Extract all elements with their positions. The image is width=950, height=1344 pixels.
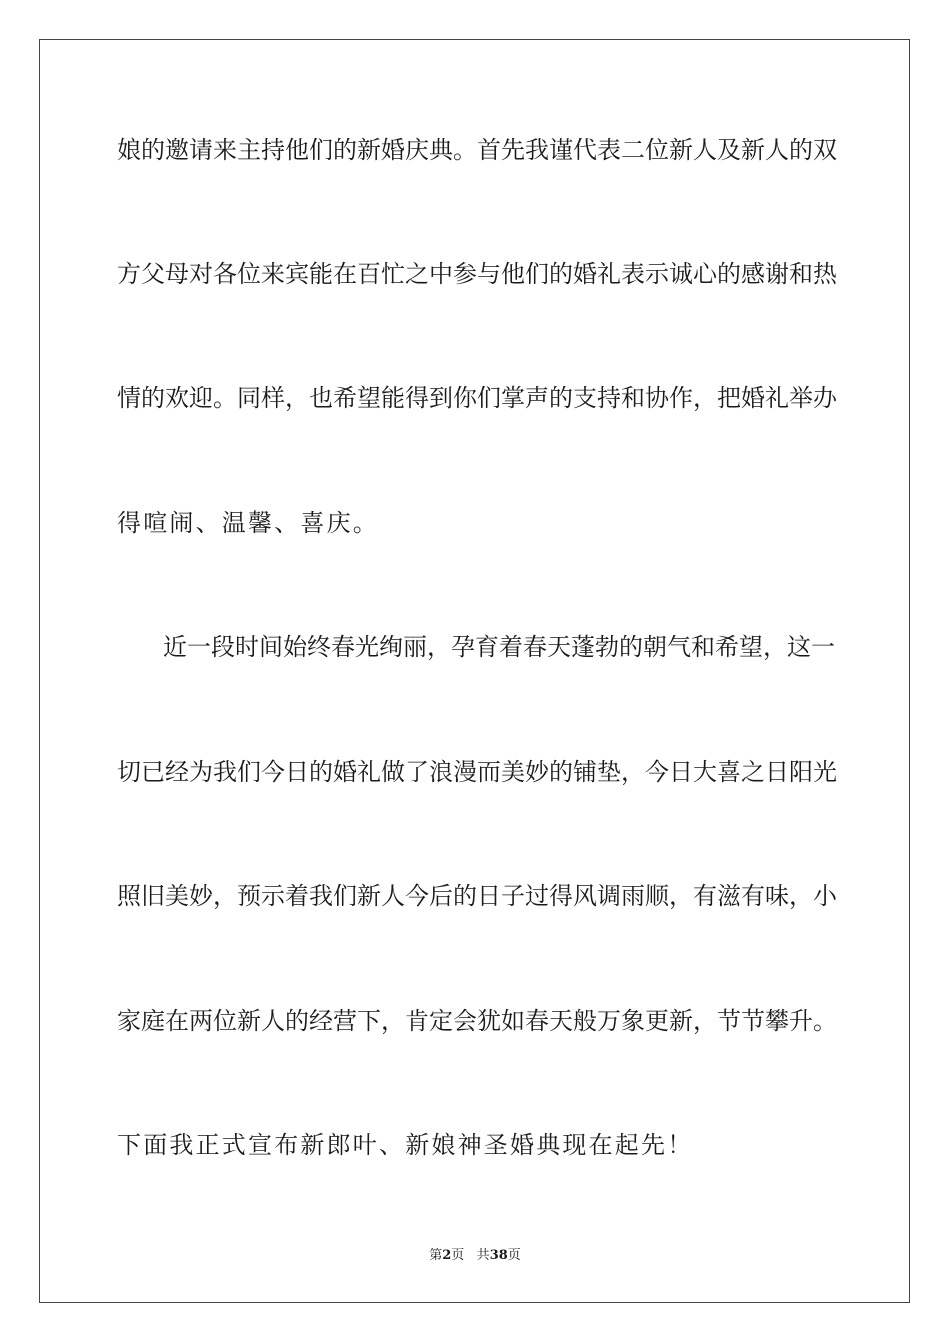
page-number: 2 — [442, 1248, 452, 1263]
body-text-line: 情的欢迎。同样，也希望能得到你们掌声的支持和协作，把婚礼举办 — [117, 384, 837, 412]
page-prefix: 第 — [429, 1248, 443, 1263]
body-text-line: 下面我正式宣布新郎叶、新娘神圣婚典现在起先！ — [117, 1131, 694, 1159]
page-footer — [0, 1247, 950, 1265]
page-border — [39, 39, 910, 1303]
body-text-line: 娘的邀请来主持他们的新婚庆典。首先我谨代表二位新人及新人的双 — [117, 136, 837, 164]
total-prefix: 共 — [476, 1248, 490, 1263]
body-text-line: 照旧美妙，预示着我们新人今后的日子过得风调雨顺，有滋有味，小 — [117, 882, 837, 910]
body-text-line: 得喧闹、温馨、喜庆。 — [117, 509, 379, 537]
paragraph-first-line: 近一段时间始终春光绚丽，孕育着春天蓬勃的朝气和希望，这一 — [163, 633, 835, 661]
body-text-line: 家庭在两位新人的经营下，肯定会犹如春天般万象更新，节节攀升。 — [117, 1007, 837, 1035]
body-text-line: 切已经为我们今日的婚礼做了浪漫而美妙的铺垫，今日大喜之日阳光 — [117, 758, 837, 786]
total-pages: 38 — [489, 1248, 508, 1263]
page-suffix: 页 — [451, 1248, 465, 1263]
total-suffix: 页 — [507, 1248, 521, 1263]
body-text-line: 方父母对各位来宾能在百忙之中参与他们的婚礼表示诚心的感谢和热 — [117, 260, 837, 288]
